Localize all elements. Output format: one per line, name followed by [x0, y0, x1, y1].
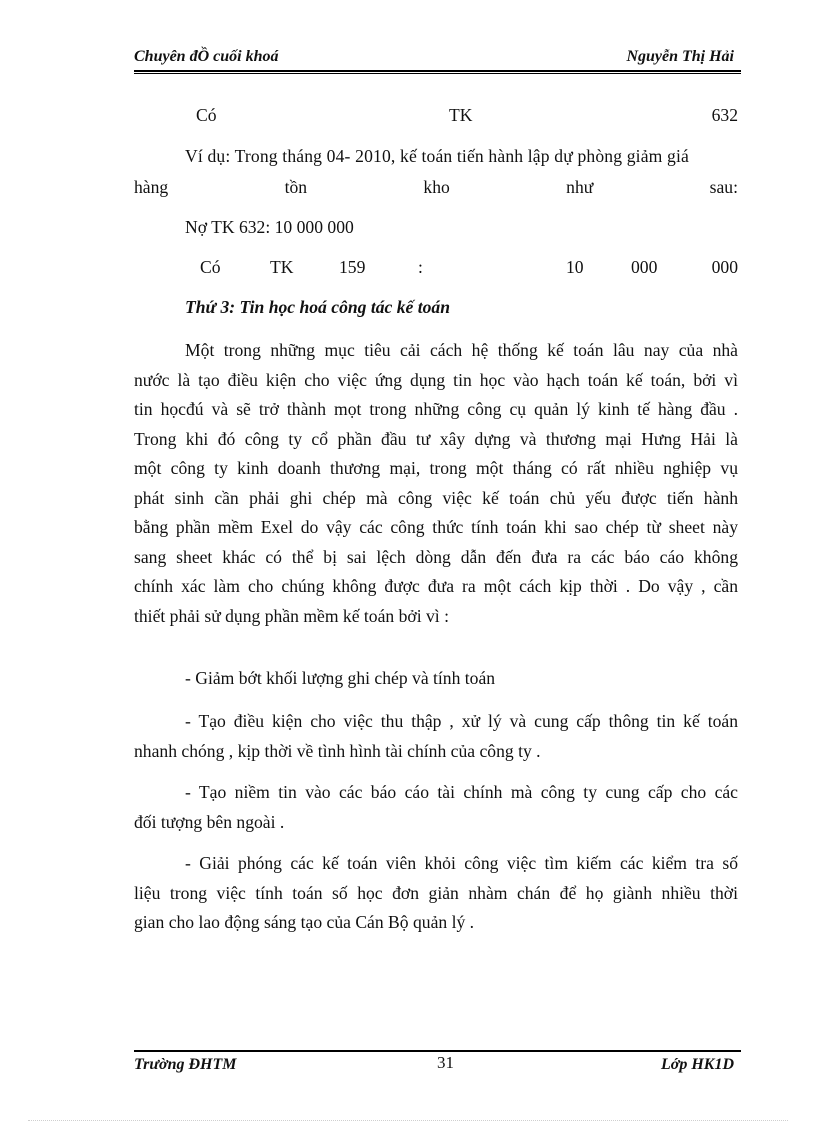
- bullet-line: - Tạo niềm tin vào các báo cáo tài chính mà công ty cung cấp cho các: [185, 782, 738, 802]
- credit-line-632: [134, 104, 738, 126]
- paragraph-line: bằng phần mềm Exel do vậy các công thức tính toán khi sao chép từ sheet này: [134, 517, 738, 537]
- section-heading: Thứ 3: Tin học hoá công tác kế toán: [185, 297, 451, 317]
- example-text: Ví dụ: Trong tháng 04- 2010, kế toán tiến hành lập dự phòng giảm giá: [185, 146, 690, 166]
- header-rule-thin: [134, 73, 741, 74]
- page-edge-dots: [28, 1120, 788, 1121]
- debit-line: Nợ TK 632: 10 000 000: [185, 217, 354, 237]
- bullet-line: gian cho lao động sáng tạo của Cán Bộ quản lý .: [134, 912, 475, 932]
- main-paragraph: [134, 336, 738, 631]
- page-number: 31: [437, 1053, 454, 1072]
- bullet-item: [134, 778, 738, 837]
- word: kho: [423, 177, 450, 197]
- footer-class: Lớp HK1D: [660, 1056, 734, 1073]
- amount-part: 000: [711, 257, 738, 277]
- colon: :: [418, 257, 423, 277]
- account-label: TK: [270, 257, 294, 277]
- footer-school: Trường ĐHTM: [134, 1056, 237, 1073]
- header-author: Nguyễn Thị Hải: [626, 48, 734, 65]
- account-number: 632: [711, 105, 738, 125]
- account-number: 159: [339, 257, 366, 277]
- paragraph-line: Một trong những mục tiêu cải cách hệ thống kế toán lâu nay của nhà: [185, 340, 738, 360]
- amount-part: 10: [566, 257, 584, 277]
- paragraph-line: một công ty kinh doanh thương mại, trong một tháng có rất nhiều nghiệp vụ: [134, 458, 738, 478]
- bullet-line: - Tạo điều kiện cho việc thu thập , xử lý và cung cấp thông tin kế toán: [185, 711, 738, 731]
- word: hàng: [134, 177, 169, 197]
- paragraph-line: phát sinh cần phải ghi chép mà công việc kế toán chủ yếu được tiến hành: [134, 487, 738, 508]
- bullet-item: [134, 707, 738, 766]
- word: như: [566, 177, 594, 197]
- paragraph-line: tin họcđú và sẽ trở thành mọt trong những công cụ quản lý kinh tế hàng đầu .: [134, 399, 738, 419]
- header-title: Chuyên đỒ cuối khoá: [134, 48, 279, 65]
- credit-label: Có: [196, 105, 217, 125]
- paragraph-line: nước là tạo điều kiện cho việc ứng dụng tin học vào hạch toán kế toán, bởi vì: [134, 369, 738, 390]
- paragraph-line: sang sheet khác có thể bị sai lệch dòng dẫn đến đưa ra các báo cáo không: [134, 546, 738, 567]
- paragraph-line: Trong khi đó công ty cổ phần đầu tư xây dựng và thương mại Hưng Hải là: [134, 428, 738, 449]
- credit-label: Có: [200, 257, 221, 277]
- amount-part: 000: [631, 257, 658, 277]
- paragraph-line: thiết phải sử dụng phần mềm kế toán bởi vì :: [134, 605, 449, 626]
- bullet-line: liệu trong việc tính toán số học đơn giản nhàm chán để họ giành nhiều thời: [134, 882, 738, 903]
- bullet-line: - Giải phóng các kế toán viên khỏi công việc tìm kiếm các kiểm tra số: [185, 853, 738, 873]
- example-line-2: [134, 176, 738, 198]
- bullet-line: nhanh chóng , kịp thời về tình hình tài chính của công ty .: [134, 740, 541, 761]
- credit-line-159: [134, 256, 738, 278]
- footer-rule: [134, 1050, 741, 1052]
- bullet-item: [134, 849, 738, 938]
- account-label: TK: [449, 105, 473, 125]
- example-line-1: [185, 145, 738, 167]
- word: tồn: [284, 177, 308, 197]
- bullet-line: đối tượng bên ngoài .: [134, 811, 285, 832]
- word: sau:: [709, 177, 738, 197]
- paragraph-line: chính xác làm cho chúng không được đưa ra một cách kịp thời . Do vậy , cần: [134, 576, 738, 596]
- header-rule: [134, 70, 741, 72]
- bullet-item: - Giảm bớt khối lượng ghi chép và tính toán: [185, 668, 496, 688]
